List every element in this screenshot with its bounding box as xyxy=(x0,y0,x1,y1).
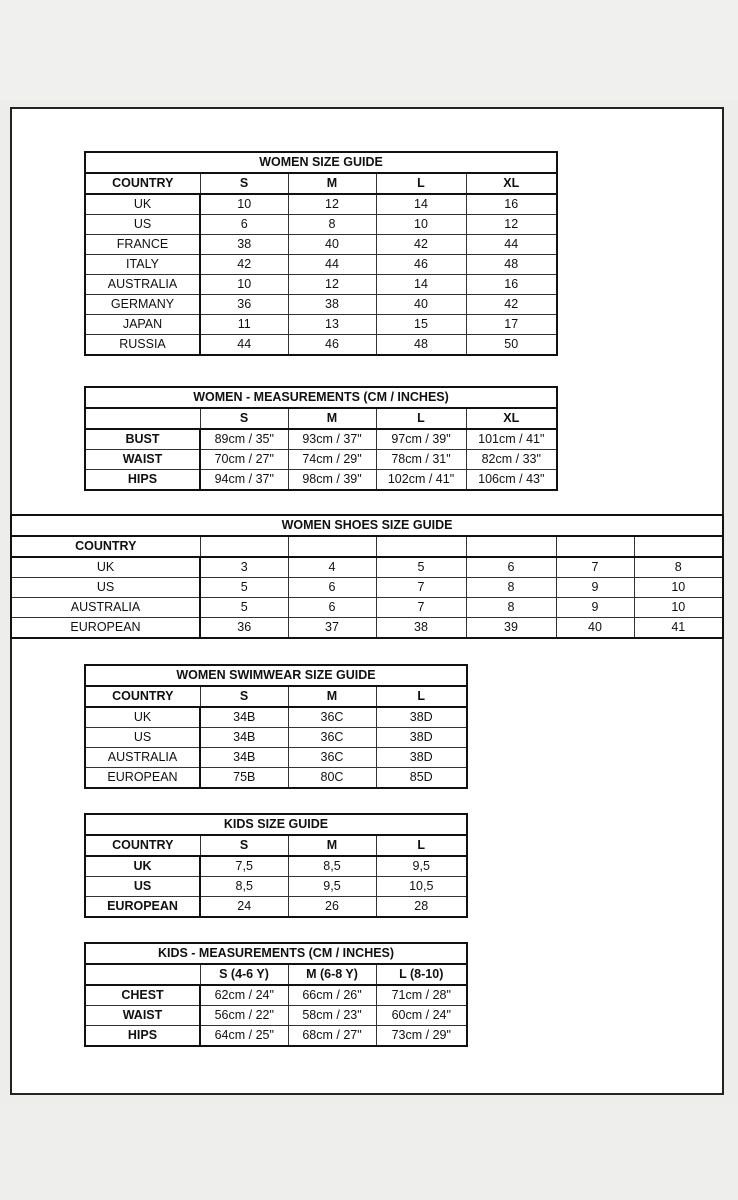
table-row: WAIST 70cm / 27" 74cm / 29" 78cm / 31" 82cm / 33" xyxy=(85,450,557,470)
table-row: HIPS 64cm / 25" 68cm / 27" 73cm / 29" xyxy=(85,1026,467,1047)
header-xl: XL xyxy=(466,408,557,429)
table-row: RUSSIA 44 46 48 50 xyxy=(85,335,557,356)
header-blank xyxy=(376,536,466,557)
women-shoes-size-guide-title: WOMEN SHOES SIZE GUIDE xyxy=(11,515,723,536)
header-country: COUNTRY xyxy=(85,686,200,707)
header-l: L xyxy=(376,408,466,429)
table-row: UK 34B 36C 38D xyxy=(85,707,467,728)
table-row: BUST 89cm / 35" 93cm / 37" 97cm / 39" 101cm / 41" xyxy=(85,429,557,450)
header-m: M (6-8 Y) xyxy=(288,964,376,985)
table-row: EUROPEAN 75B 80C 85D xyxy=(85,768,467,789)
header-blank xyxy=(556,536,634,557)
table-row: US 34B 36C 38D xyxy=(85,728,467,748)
header-country: COUNTRY xyxy=(11,536,200,557)
table-row: AUSTRALIA 10 12 14 16 xyxy=(85,275,557,295)
table-row: JAPAN 11 13 15 17 xyxy=(85,315,557,335)
header-xl: XL xyxy=(466,173,557,194)
header-blank xyxy=(85,408,200,429)
table-row: US 5 6 7 8 9 10 xyxy=(11,578,723,598)
kids-measurements-title: KIDS - MEASUREMENTS (CM / INCHES) xyxy=(85,943,467,964)
table-row: GERMANY 36 38 40 42 xyxy=(85,295,557,315)
header-country: COUNTRY xyxy=(85,173,200,194)
header-m: M xyxy=(288,835,376,856)
table-row: US 6 8 10 12 xyxy=(85,215,557,235)
women-measurements-title: WOMEN - MEASUREMENTS (CM / INCHES) xyxy=(85,387,557,408)
header-l: L xyxy=(376,835,467,856)
header-l: L (8-10) xyxy=(376,964,467,985)
header-blank xyxy=(466,536,556,557)
bottom-background xyxy=(0,1102,738,1200)
header-l: L xyxy=(376,686,467,707)
header-blank xyxy=(288,536,376,557)
table-row: ITALY 42 44 46 48 xyxy=(85,255,557,275)
header-m: M xyxy=(288,408,376,429)
header-s: S (4-6 Y) xyxy=(200,964,288,985)
header-l: L xyxy=(376,173,466,194)
kids-size-guide-title: KIDS SIZE GUIDE xyxy=(85,814,467,835)
header-country: COUNTRY xyxy=(85,835,200,856)
header-s: S xyxy=(200,835,288,856)
kids-size-guide-table xyxy=(84,813,468,918)
women-swimwear-size-guide-table xyxy=(84,664,468,789)
women-shoes-size-guide-table xyxy=(10,514,724,639)
table-row: UK 7,5 8,5 9,5 xyxy=(85,856,467,877)
table-row: UK 10 12 14 16 xyxy=(85,194,557,215)
table-row: AUSTRALIA 34B 36C 38D xyxy=(85,748,467,768)
table-row: WAIST 56cm / 22" 58cm / 23" 60cm / 24" xyxy=(85,1006,467,1026)
top-background xyxy=(0,0,738,100)
table-row: AUSTRALIA 5 6 7 8 9 10 xyxy=(11,598,723,618)
header-blank xyxy=(200,536,288,557)
table-row: UK 3 4 5 6 7 8 xyxy=(11,557,723,578)
kids-measurements-table xyxy=(84,942,468,1047)
table-row: EUROPEAN 36 37 38 39 40 41 xyxy=(11,618,723,639)
table-row: CHEST 62cm / 24" 66cm / 26" 71cm / 28" xyxy=(85,985,467,1006)
women-size-guide-title: WOMEN SIZE GUIDE xyxy=(85,152,557,173)
header-s: S xyxy=(200,408,288,429)
women-swimwear-size-guide-title: WOMEN SWIMWEAR SIZE GUIDE xyxy=(85,665,467,686)
table-row: HIPS 94cm / 37" 98cm / 39" 102cm / 41" 106cm / 43" xyxy=(85,470,557,491)
women-size-guide-table xyxy=(84,151,558,356)
header-blank xyxy=(634,536,723,557)
header-m: M xyxy=(288,686,376,707)
table-row: EUROPEAN 24 26 28 xyxy=(85,897,467,918)
women-measurements-table xyxy=(84,386,558,491)
table-row: FRANCE 38 40 42 44 xyxy=(85,235,557,255)
table-row: US 8,5 9,5 10,5 xyxy=(85,877,467,897)
header-s: S xyxy=(200,686,288,707)
header-blank xyxy=(85,964,200,985)
header-s: S xyxy=(200,173,288,194)
header-m: M xyxy=(288,173,376,194)
